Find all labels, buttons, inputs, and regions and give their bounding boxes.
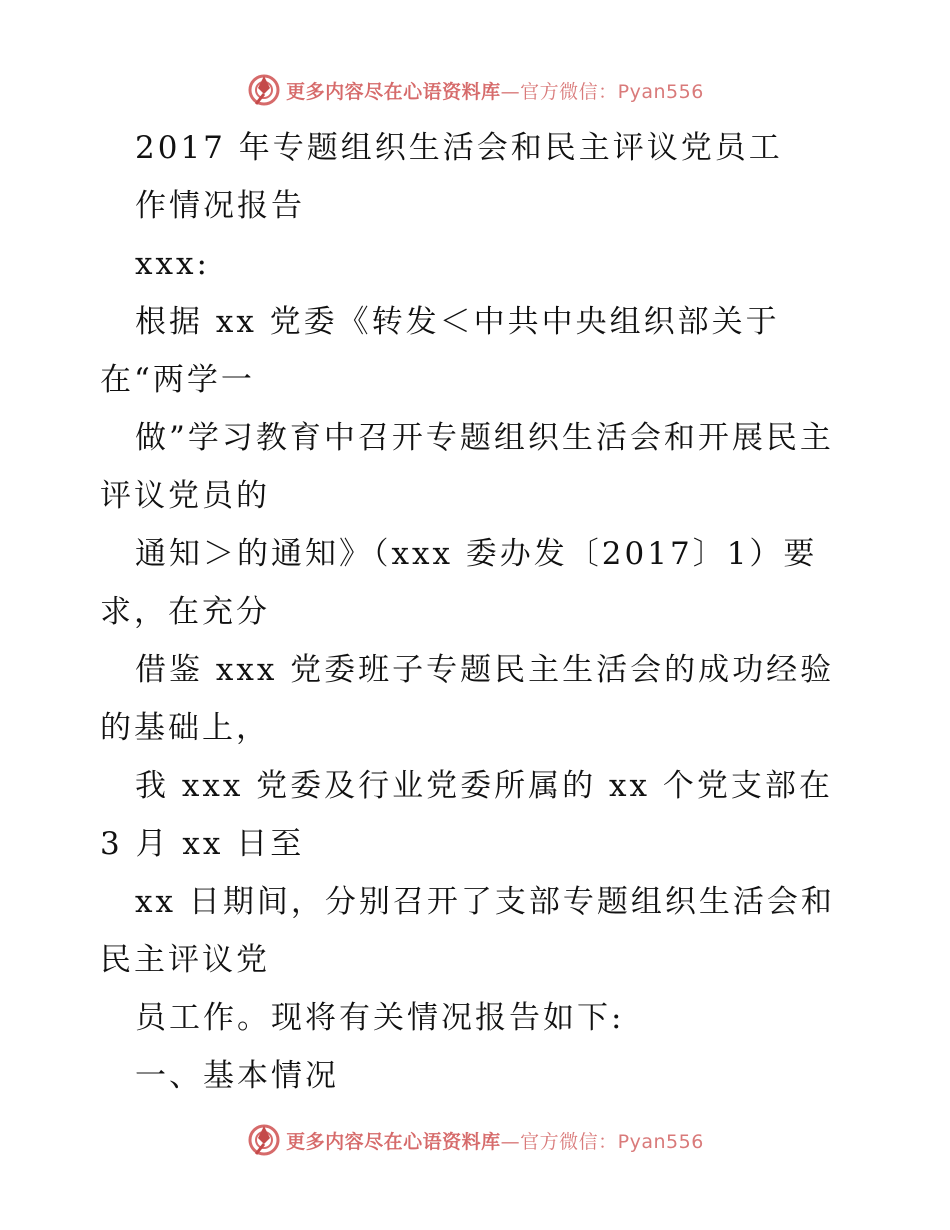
watermark-wechat-text: 官方微信：Pyan556 <box>520 80 704 103</box>
watermark-brand-text: 更多内容尽在心语资料库 <box>286 1130 501 1153</box>
body-line: 根据 xx 党委《转发＜中共中央组织部关于 <box>135 304 780 340</box>
body-line: 做”学习教育中召开专题组织生活会和开展民主 <box>135 420 834 456</box>
body-line: 的基础上， <box>100 710 270 746</box>
body-line: 借鉴 xxx 党委班子专题民主生活会的成功经验 <box>135 652 835 688</box>
watermark-dash: — <box>500 80 521 103</box>
salutation: xxx: <box>135 246 210 282</box>
watermark-banner-top <box>0 70 950 110</box>
title-line-2: 作情况报告 <box>135 188 305 224</box>
section-heading: 一、基本情况 <box>135 1058 339 1094</box>
body-line: 3 月 xx 日至 <box>100 826 305 862</box>
watermark-banner-bottom <box>0 1120 950 1160</box>
watermark-dash: — <box>500 1130 521 1153</box>
watermark-brand-text: 更多内容尽在心语资料库 <box>286 80 501 103</box>
body-line: 民主评议党 <box>100 942 270 978</box>
pen-nib-seal-icon <box>246 72 282 108</box>
pen-nib-seal-icon <box>246 1122 282 1158</box>
body-line: 评议党员的 <box>100 478 270 514</box>
title-line-1: 2017 年专题组织生活会和民主评议党员工 <box>135 130 783 166</box>
body-line: 我 xxx 党委及行业党委所属的 xx 个党支部在 <box>135 768 833 804</box>
watermark-wechat-text: 官方微信：Pyan556 <box>520 1130 704 1153</box>
body-line: 求，在充分 <box>100 594 270 630</box>
body-line: xx 日期间，分别召开了支部专题组织生活会和 <box>135 884 835 920</box>
body-line: 在“两学一 <box>100 362 255 398</box>
body-line: 员工作。现将有关情况报告如下: <box>135 1000 625 1036</box>
body-line: 通知＞的通知》（xxx 委办发〔2017〕1）要 <box>135 536 818 572</box>
